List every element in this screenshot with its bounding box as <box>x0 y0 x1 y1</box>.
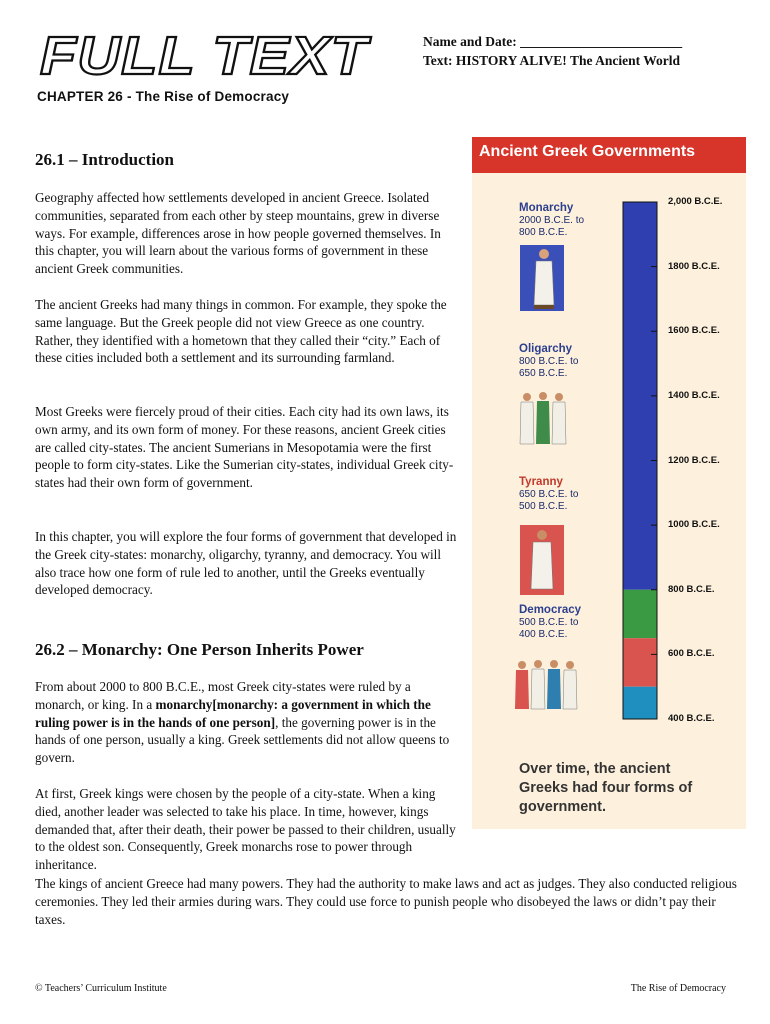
label-tyranny-range: 650 B.C.E. to 500 B.C.E. <box>519 489 579 512</box>
svg-text:FULL TEXT: FULL TEXT <box>40 26 372 82</box>
timeline-tick-label: 1600 B.C.E. <box>668 325 720 337</box>
section-heading-monarchy: 26.2 – Monarchy: One Person Inherits Power <box>35 640 364 659</box>
democracy-figures-illustration <box>512 655 580 713</box>
intro-paragraph-4: In this chapter, you will explore the four forms of government that developed in the Greek city-states: monarchy, oligarchy, tyranny, and democracy. You will also trace how one form of rule led to another, until the Greeks eventually developed democracy. <box>35 529 457 598</box>
monarchy-definition: monarchy[monarchy: a government in which the ruling power is in the hands of one person] <box>35 696 431 730</box>
name-date-field: Name and Date: ________________________ <box>423 34 683 49</box>
intro-paragraph-1: Geography affected how settlements developed in ancient Greece. Isolated communities, separated from each other by steep mountains, grew in diverse ways. For example, differences arose in how people governed themselves. In this chapter, you will learn about the various forms of government in these ancient Greek communities. <box>35 190 441 277</box>
label-oligarchy: Oligarchy 800 B.C.E. to 650 B.C.E. <box>519 343 579 379</box>
label-democracy-range: 500 B.C.E. to 400 B.C.E. <box>519 617 579 640</box>
chapter-title: CHAPTER 26 - The Rise of Democracy <box>37 89 290 104</box>
text-source: Text: HISTORY ALIVE! The Ancient World <box>423 53 680 68</box>
intro-paragraph-3: Most Greeks were fiercely proud of their cities. Each city had its own laws, its own army, and its own form of money. For these reasons, ancient Greek cities are called city-states. The ancient Sumerians in Mesopotamia were the first people to form city-states. Like the Sumerian city-states, individual Greek city-states had their own form of government. <box>35 404 454 491</box>
monarchy-paragraph-3: The kings of ancient Greece had many powers. They had the authority to make laws and act as judges. They also conducted religious ceremonies. They led their armies during wars. They could use force to punish people who disobeyed the laws or didn’t pay their taxes. <box>35 876 737 927</box>
chart-caption: Over time, the ancient Greeks had four forms of government. <box>519 761 693 815</box>
timeline-tick-label: 2,000 B.C.E. <box>668 196 723 207</box>
intro-paragraph-2: The ancient Greeks had many things in common. For example, they spoke the same language. But the Greek people did not view Greece as one country. Rather, they identified with a hometown that they called their “city.” Each of these cities included both a settlement and its surrounding farmland. <box>35 297 447 366</box>
timeline-tick-label: 800 B.C.E. <box>668 583 715 595</box>
timeline-segment-oligarchy <box>623 590 657 638</box>
timeline-segment-democracy <box>623 687 657 719</box>
oligarchy-figures-illustration <box>517 388 569 448</box>
monarch-figure-illustration <box>520 245 564 311</box>
label-tyranny: Tyranny 650 B.C.E. to 500 B.C.E. <box>519 476 579 512</box>
section-heading-intro: 26.1 – Introduction <box>35 150 175 169</box>
timeline-tick-label: 1400 B.C.E. <box>668 389 720 401</box>
footer-copyright: © Teachers’ Curriculum Institute <box>35 983 167 994</box>
timeline-segment-tyranny <box>623 638 657 686</box>
chart-title: Ancient Greek Governments <box>479 143 696 160</box>
tyrant-figure-illustration <box>520 525 564 595</box>
timeline-tick-label: 1200 B.C.E. <box>668 454 720 466</box>
monarchy-paragraph-2: At first, Greek kings were chosen by the people of a city-state. When a king died, another leader was selected to take his place. In time, however, kings demanded that, after their death, their power be passed to their children, usually to the oldest son. Consequently, Greek monarchs rose to power through inheritance. <box>35 786 456 873</box>
timeline-tick-label: 600 B.C.E. <box>668 648 715 660</box>
timeline-tick-label: 1800 B.C.E. <box>668 260 720 272</box>
monarchy-paragraph-1: From about 2000 to 800 B.C.E., most Greek city-states were ruled by a monarch, or king. In a monarchy[monarchy: a government in which the ruling power is in the hands of one person], the governing power is in the hands of one person, usually a king. Greek settlements did not allow queens to govern. <box>35 679 450 766</box>
timeline-tick-label: 1000 B.C.E. <box>668 519 720 531</box>
label-oligarchy-range: 800 B.C.E. to 650 B.C.E. <box>519 356 579 379</box>
timeline-tick-label: 400 B.C.E. <box>668 713 715 724</box>
label-democracy: Democracy 500 B.C.E. to 400 B.C.E. <box>519 604 582 640</box>
footer-chapter: The Rise of Democracy <box>630 983 726 994</box>
label-monarchy-range: 2000 B.C.E. to 800 B.C.E. <box>519 215 585 238</box>
label-monarchy: Monarchy 2000 B.C.E. to 800 B.C.E. <box>519 202 589 239</box>
